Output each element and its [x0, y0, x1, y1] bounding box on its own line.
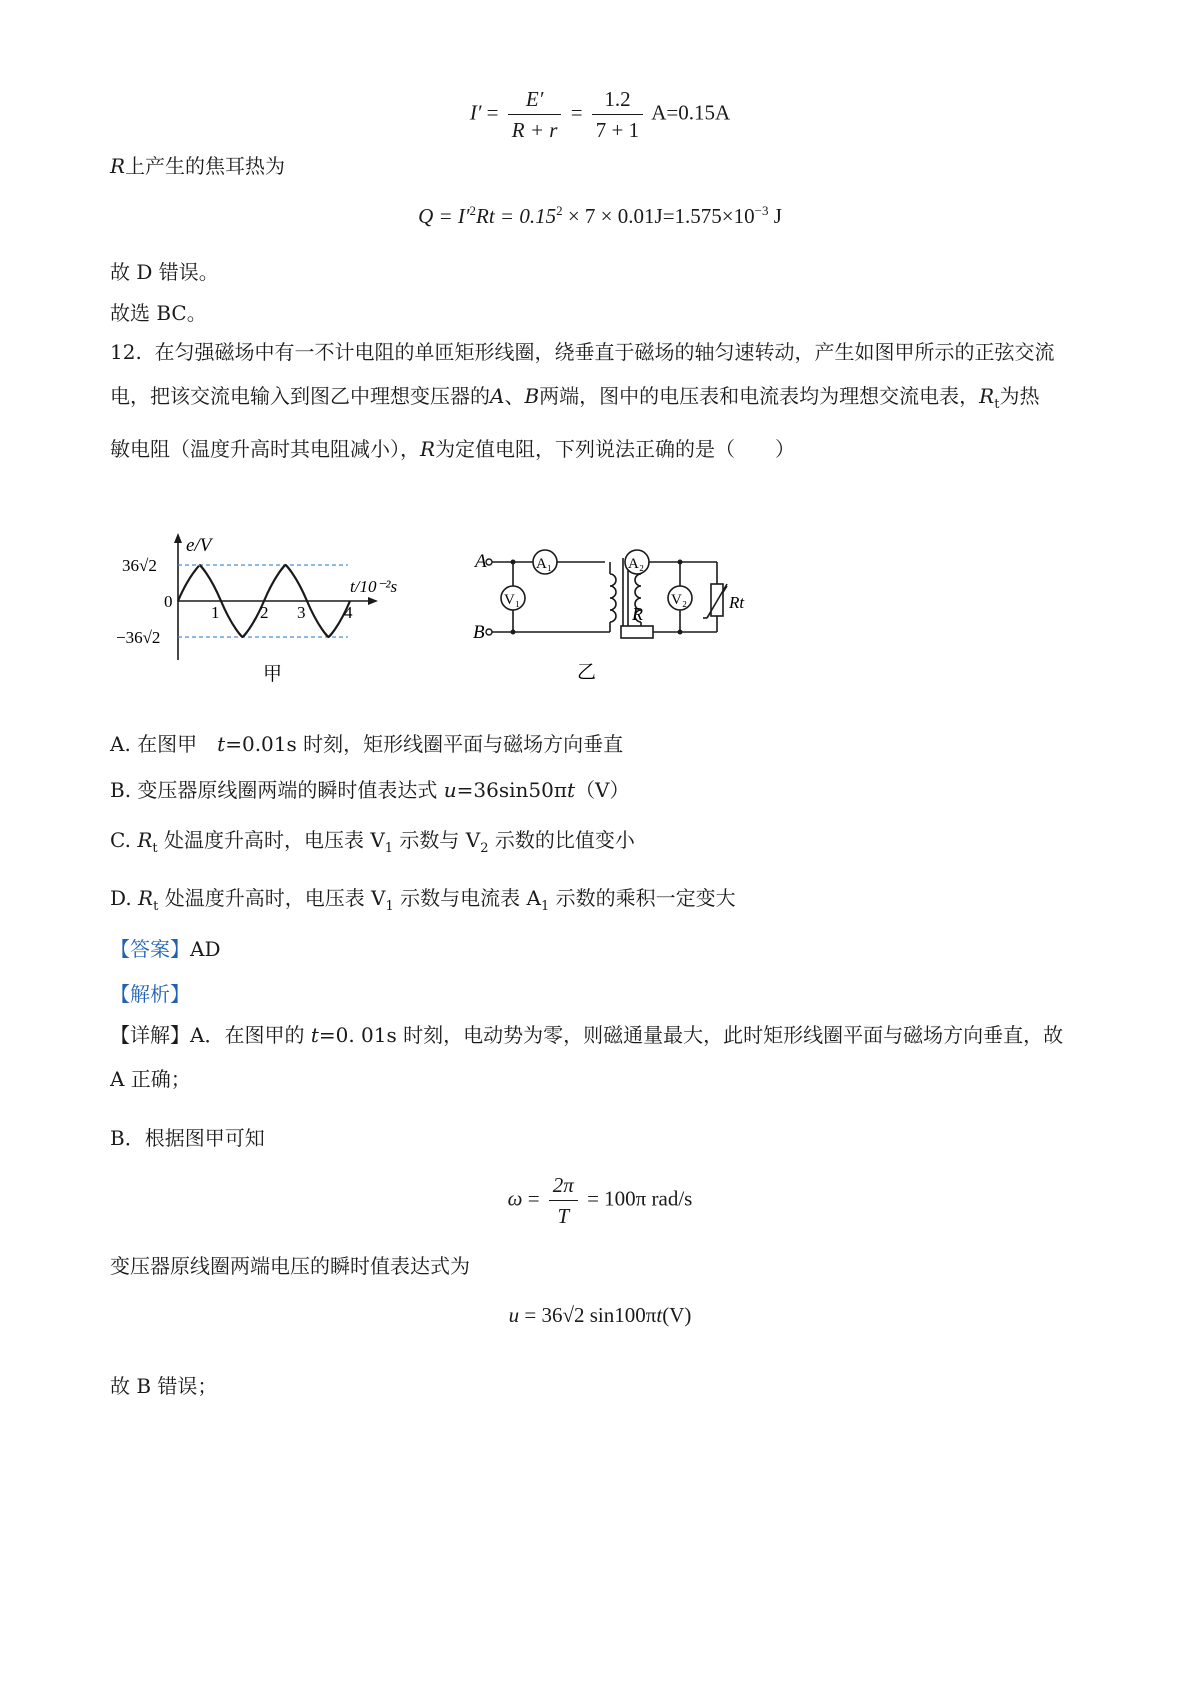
equation-u: u = 36√2 sin100πt(V) — [508, 1303, 692, 1327]
line-b-intro: B．根据图甲可知 — [110, 1126, 265, 1150]
answer-tag: 【答案】 — [110, 937, 190, 961]
detail-line-1: 【详解】A．在图甲的 t=0. 01s 时刻，电动势为零，则磁通量最大，此时矩形线圈平面与磁场方向垂直，故 — [110, 1023, 1064, 1047]
line-b-wrong: 故 B 错误； — [110, 1374, 218, 1398]
resistor-r-icon — [621, 626, 653, 638]
x-axis-label: t/10⁻²s — [350, 577, 398, 596]
y-max-label: 36√2 — [122, 556, 157, 575]
tick-3: 3 — [297, 603, 306, 622]
detail-line-2: A 正确； — [110, 1067, 191, 1091]
analysis-tag: 【解析】 — [110, 982, 190, 1006]
tick-1: 1 — [211, 603, 220, 622]
tick-4: 4 — [344, 603, 353, 622]
figure-yi — [475, 540, 835, 690]
option-d: D. $R_t$ 处温度升高时，电压表 $V_1$ 示数与电流表 $A_1$ 示数的乘积一定变大 — [110, 886, 736, 914]
caption-jia: 甲 — [263, 664, 283, 685]
eq-lhs: I′ — [469, 100, 482, 125]
voltmeter-v1-label: V₁ — [504, 592, 521, 608]
caption-yi: 乙 — [577, 662, 597, 683]
line-choose: 故选 BC。 — [110, 301, 207, 325]
equation-heat: $Q = I'^2Rt = 0.15^2 \times 7 \times 0.01J=1.575\times 10^{-3}$ J — [418, 203, 782, 228]
ammeter-a1-label: A₁ — [536, 556, 553, 572]
stem-line-2: 电，把该交流电输入到图乙中理想变压器的A、B两端，图中的电压表和电流表均为理想交流电表，$R_t$为热 — [110, 384, 1040, 412]
voltmeter-v2-label: V₂ — [671, 592, 688, 608]
resistor-label: R — [632, 604, 643, 624]
equation-omega: ω = $\frac{2\pi}{T}$ = 100π rad/s — [0, 1170, 1200, 1231]
answer-line — [110, 935, 220, 963]
terminal-a-label: A — [475, 551, 487, 572]
fraction: $\frac{2\pi}{T}$ — [549, 1170, 578, 1231]
line-expr-intro: 变压器原线圈两端电压的瞬时值表达式为 — [110, 1254, 470, 1278]
heat-intro: R上产生的焦耳热为 — [110, 154, 286, 178]
option-a: A. 在图甲 t=0.01s 时刻，矩形线圈平面与磁场方向垂直 — [110, 732, 624, 756]
tick-2: 2 — [260, 603, 269, 622]
origin-label: 0 — [164, 592, 173, 611]
detail-paragraph — [110, 1013, 1095, 1101]
option-b: B. 变压器原线圈两端的瞬时值表达式 u=36sin50πt（V） — [110, 778, 630, 802]
fraction: $\frac{E'}{R + r}$ — [508, 84, 562, 145]
y-axis-label: e/V — [186, 535, 212, 556]
answer-value: AD — [190, 937, 221, 961]
line-d-wrong: 故 D 错误。 — [110, 260, 219, 284]
option-c: C. $R_t$ 处温度升高时，电压表 $V_1$ 示数与 $V_2$ 示数的比值变小 — [110, 828, 635, 856]
ammeter-a2-label: A₂ — [628, 556, 645, 572]
stem-line-3: 敏电阻（温度升高时其电阻减小），R为定值电阻，下列说法正确的是（ ） — [110, 437, 796, 461]
stem-line-1: 12. 在匀强磁场中有一不计电阻的单匝矩形线圈，绕垂直于磁场的轴匀速转动，产生如图甲所示的正弦交流 — [110, 340, 1055, 364]
fraction: $\frac{1.2}{7 + 1}$ — [592, 84, 643, 145]
terminal-b-label: B — [473, 622, 485, 643]
y-min-label: −36√2 — [116, 628, 161, 647]
equation-current: I′ = $\frac{E'}{R + r}$ = $\frac{1.2}{7 + 1}$ A=0.15A — [0, 84, 1200, 145]
question-stem — [110, 330, 1095, 471]
eq-result: A=0.15A — [651, 100, 731, 125]
figure-jia — [116, 525, 420, 690]
thermistor-label: Rt — [729, 593, 745, 612]
